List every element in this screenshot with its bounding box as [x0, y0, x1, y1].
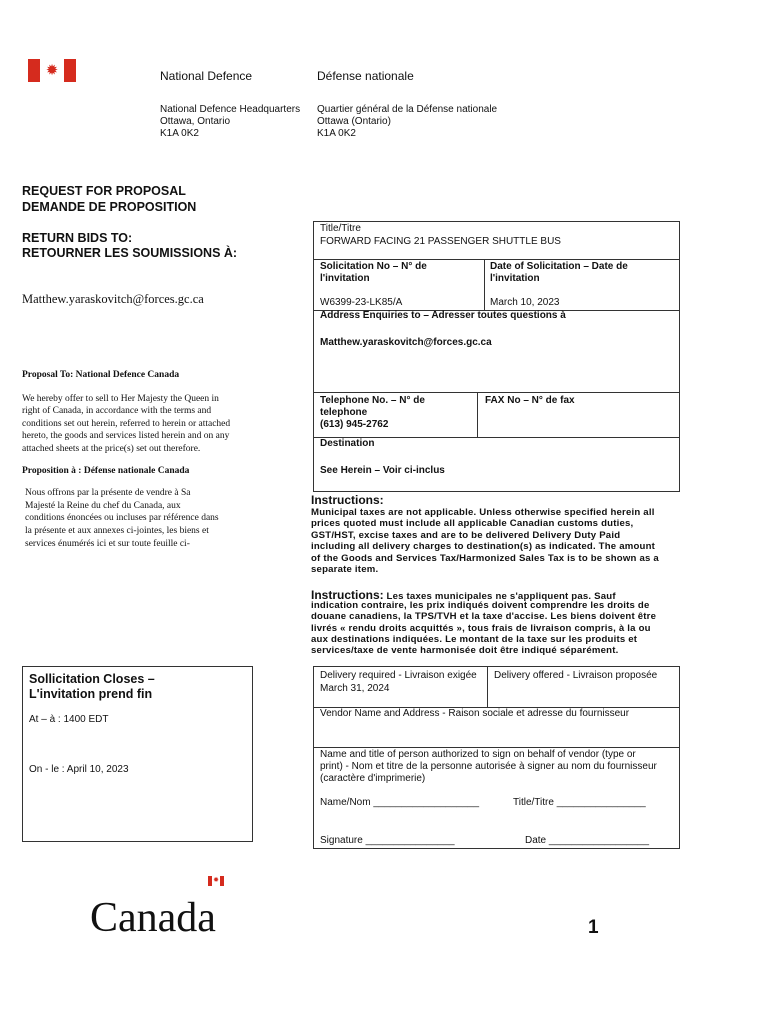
instructions-fr-title: Instructions: [311, 588, 384, 602]
instructions-en-line4: including all delivery charges to destination(s) as indicated. The amount [311, 541, 656, 552]
proposal-to-fr: Proposition à : Défense nationale Canada [22, 466, 190, 476]
address-fr-line3: K1A 0K2 [317, 128, 356, 139]
instructions-en-line1: Municipal taxes are not applicable. Unless otherwise specified herein all [311, 507, 655, 518]
offer-fr-line2: Majesté la Reine du chef du Canada, aux [25, 501, 181, 511]
authorized-line1: Name and title of person authorized to sign on behalf of vendor (type or [320, 749, 636, 760]
instructions-fr-line4: aux destinations indiquées. Le montant de la taxe sur les produits et [311, 634, 638, 645]
closing-at: At – à : 1400 EDT [29, 714, 109, 725]
authorized-line2: print) - Nom et titre de la personne autorisée à signer au nom du fournisseur [320, 761, 657, 772]
instructions-fr-line3: livrés « rendu droits acquittés », tous frais de livraison compris, à la ou [311, 623, 651, 634]
offer-en-line4: hereto, the goods and services listed herein and on any [22, 431, 230, 441]
delivery-offered-label: Delivery offered - Livraison proposée [494, 670, 658, 681]
destination-label: Destination [320, 438, 375, 449]
instructions-en-line5: of the Goods and Services Tax/Harmonized Sales Tax is to be shown as a [311, 553, 659, 564]
instructions-en-line6: separate item. [311, 564, 379, 575]
offer-fr-line4: la présente et aux annexes ci-jointes, les biens et [25, 526, 209, 536]
offer-fr-line1: Nous offrons par la présente de vendre à Sa [25, 488, 191, 498]
canada-wordmark-flag-icon: ✹ [208, 876, 224, 886]
instructions-en-line2: prices quoted must include all applicable Canadian customs duties, [311, 518, 634, 529]
destination-value: See Herein – Voir ci-inclus [320, 465, 445, 476]
title-value: FORWARD FACING 21 PASSENGER SHUTTLE BUS [320, 236, 561, 247]
address-fr-line1: Quartier général de la Défense nationale [317, 104, 498, 115]
name-field[interactable]: Name/Nom ___________________ [320, 797, 480, 808]
dept-en: National Defence [160, 69, 253, 83]
canada-wordmark: Canada [90, 895, 216, 941]
proposal-to-en: Proposal To: National Defence Canada [22, 370, 180, 380]
canada-flag-icon: ✹ [28, 59, 76, 82]
instructions-en-title: Instructions: [311, 493, 384, 507]
rfp-title-fr: DEMANDE DE PROPOSITION [22, 200, 197, 214]
return-bids-fr: RETOURNER LES SOUMISSIONS À: [22, 246, 238, 260]
closing-title-line1: Sollicitation Closes – [29, 672, 155, 686]
telephone-value: (613) 945-2762 [320, 419, 389, 430]
vendor-name-address-label: Vendor Name and Address - Raison sociale et adresse du fournisseur [320, 708, 630, 719]
address-en-line2: Ottawa, Ontario [160, 116, 231, 127]
offer-en-line1: We hereby offer to sell to Her Majesty the Queen in [22, 394, 219, 404]
instructions-fr-line2: douane canadiens, la TPS/TVH et la taxe d'accise. Les biens doivent être [311, 611, 657, 622]
instructions-fr-line1: indication contraire, les prix indiqués doivent comprendre les droits de [311, 600, 650, 611]
telephone-label-line2: telephone [320, 407, 368, 418]
return-email: Matthew.yaraskovitch@forces.gc.ca [22, 292, 204, 306]
page-number: 1 [588, 917, 599, 938]
title-field[interactable]: Title/Titre ________________ [513, 797, 646, 808]
dept-fr: Défense nationale [317, 69, 414, 83]
offer-fr-line5: services énumérés ici et sur toute feuille ci- [25, 539, 190, 549]
enquiries-label: Address Enquiries to – Adresser toutes questions à [320, 310, 566, 321]
address-en-line1: National Defence Headquarters [160, 104, 301, 115]
delivery-required-value: March 31, 2024 [320, 683, 390, 694]
fax-label: FAX No – N° de fax [485, 395, 575, 406]
offer-en-line2: right of Canada, in accordance with the terms and [22, 406, 212, 416]
offer-en-line5: attached sheets at the price(s) set out therefore. [22, 444, 201, 454]
closing-title-line2: L'invitation prend fin [29, 687, 153, 701]
signature-field[interactable]: Signature ________________ [320, 835, 455, 846]
authorized-line3: (caractère d'imprimerie) [320, 773, 426, 784]
date-value: March 10, 2023 [490, 297, 560, 308]
return-bids-en: RETURN BIDS TO: [22, 231, 133, 245]
address-fr-line2: Ottawa (Ontario) [317, 116, 391, 127]
instructions-fr-line5: services/taxe de vente harmonisée doit être indiqué séparément. [311, 645, 619, 656]
solicitation-label-line2: l'invitation [320, 273, 370, 284]
instructions-fr-line0: Les taxes municipales ne s'appliquent pas. Sauf [383, 591, 616, 602]
date-label-line2: l'invitation [490, 273, 540, 284]
closing-on: On - le : April 10, 2023 [29, 764, 129, 775]
title-label: Title/Titre [320, 223, 361, 234]
delivery-required-label: Delivery required - Livraison exigée [320, 670, 477, 681]
solicitation-label-line1: Solicitation No – N° de [320, 261, 427, 272]
offer-fr-line3: conditions énoncées ou incluses par référence dans [25, 513, 219, 523]
date-label-line1: Date of Solicitation – Date de [490, 261, 628, 272]
rfp-title-en: REQUEST FOR PROPOSAL [22, 184, 186, 198]
enquiries-value: Matthew.yaraskovitch@forces.gc.ca [320, 337, 492, 348]
solicitation-value: W6399-23-LK85/A [320, 297, 403, 308]
date-field[interactable]: Date __________________ [525, 835, 650, 846]
instructions-en-line3: GST/HST, excise taxes and are to be delivered Delivery Duty Paid [311, 530, 621, 541]
offer-en-line3: conditions set out herein, referred to herein or attached [22, 419, 231, 429]
address-en-line3: K1A 0K2 [160, 128, 199, 139]
telephone-label-line1: Telephone No. – N° de [320, 395, 425, 406]
